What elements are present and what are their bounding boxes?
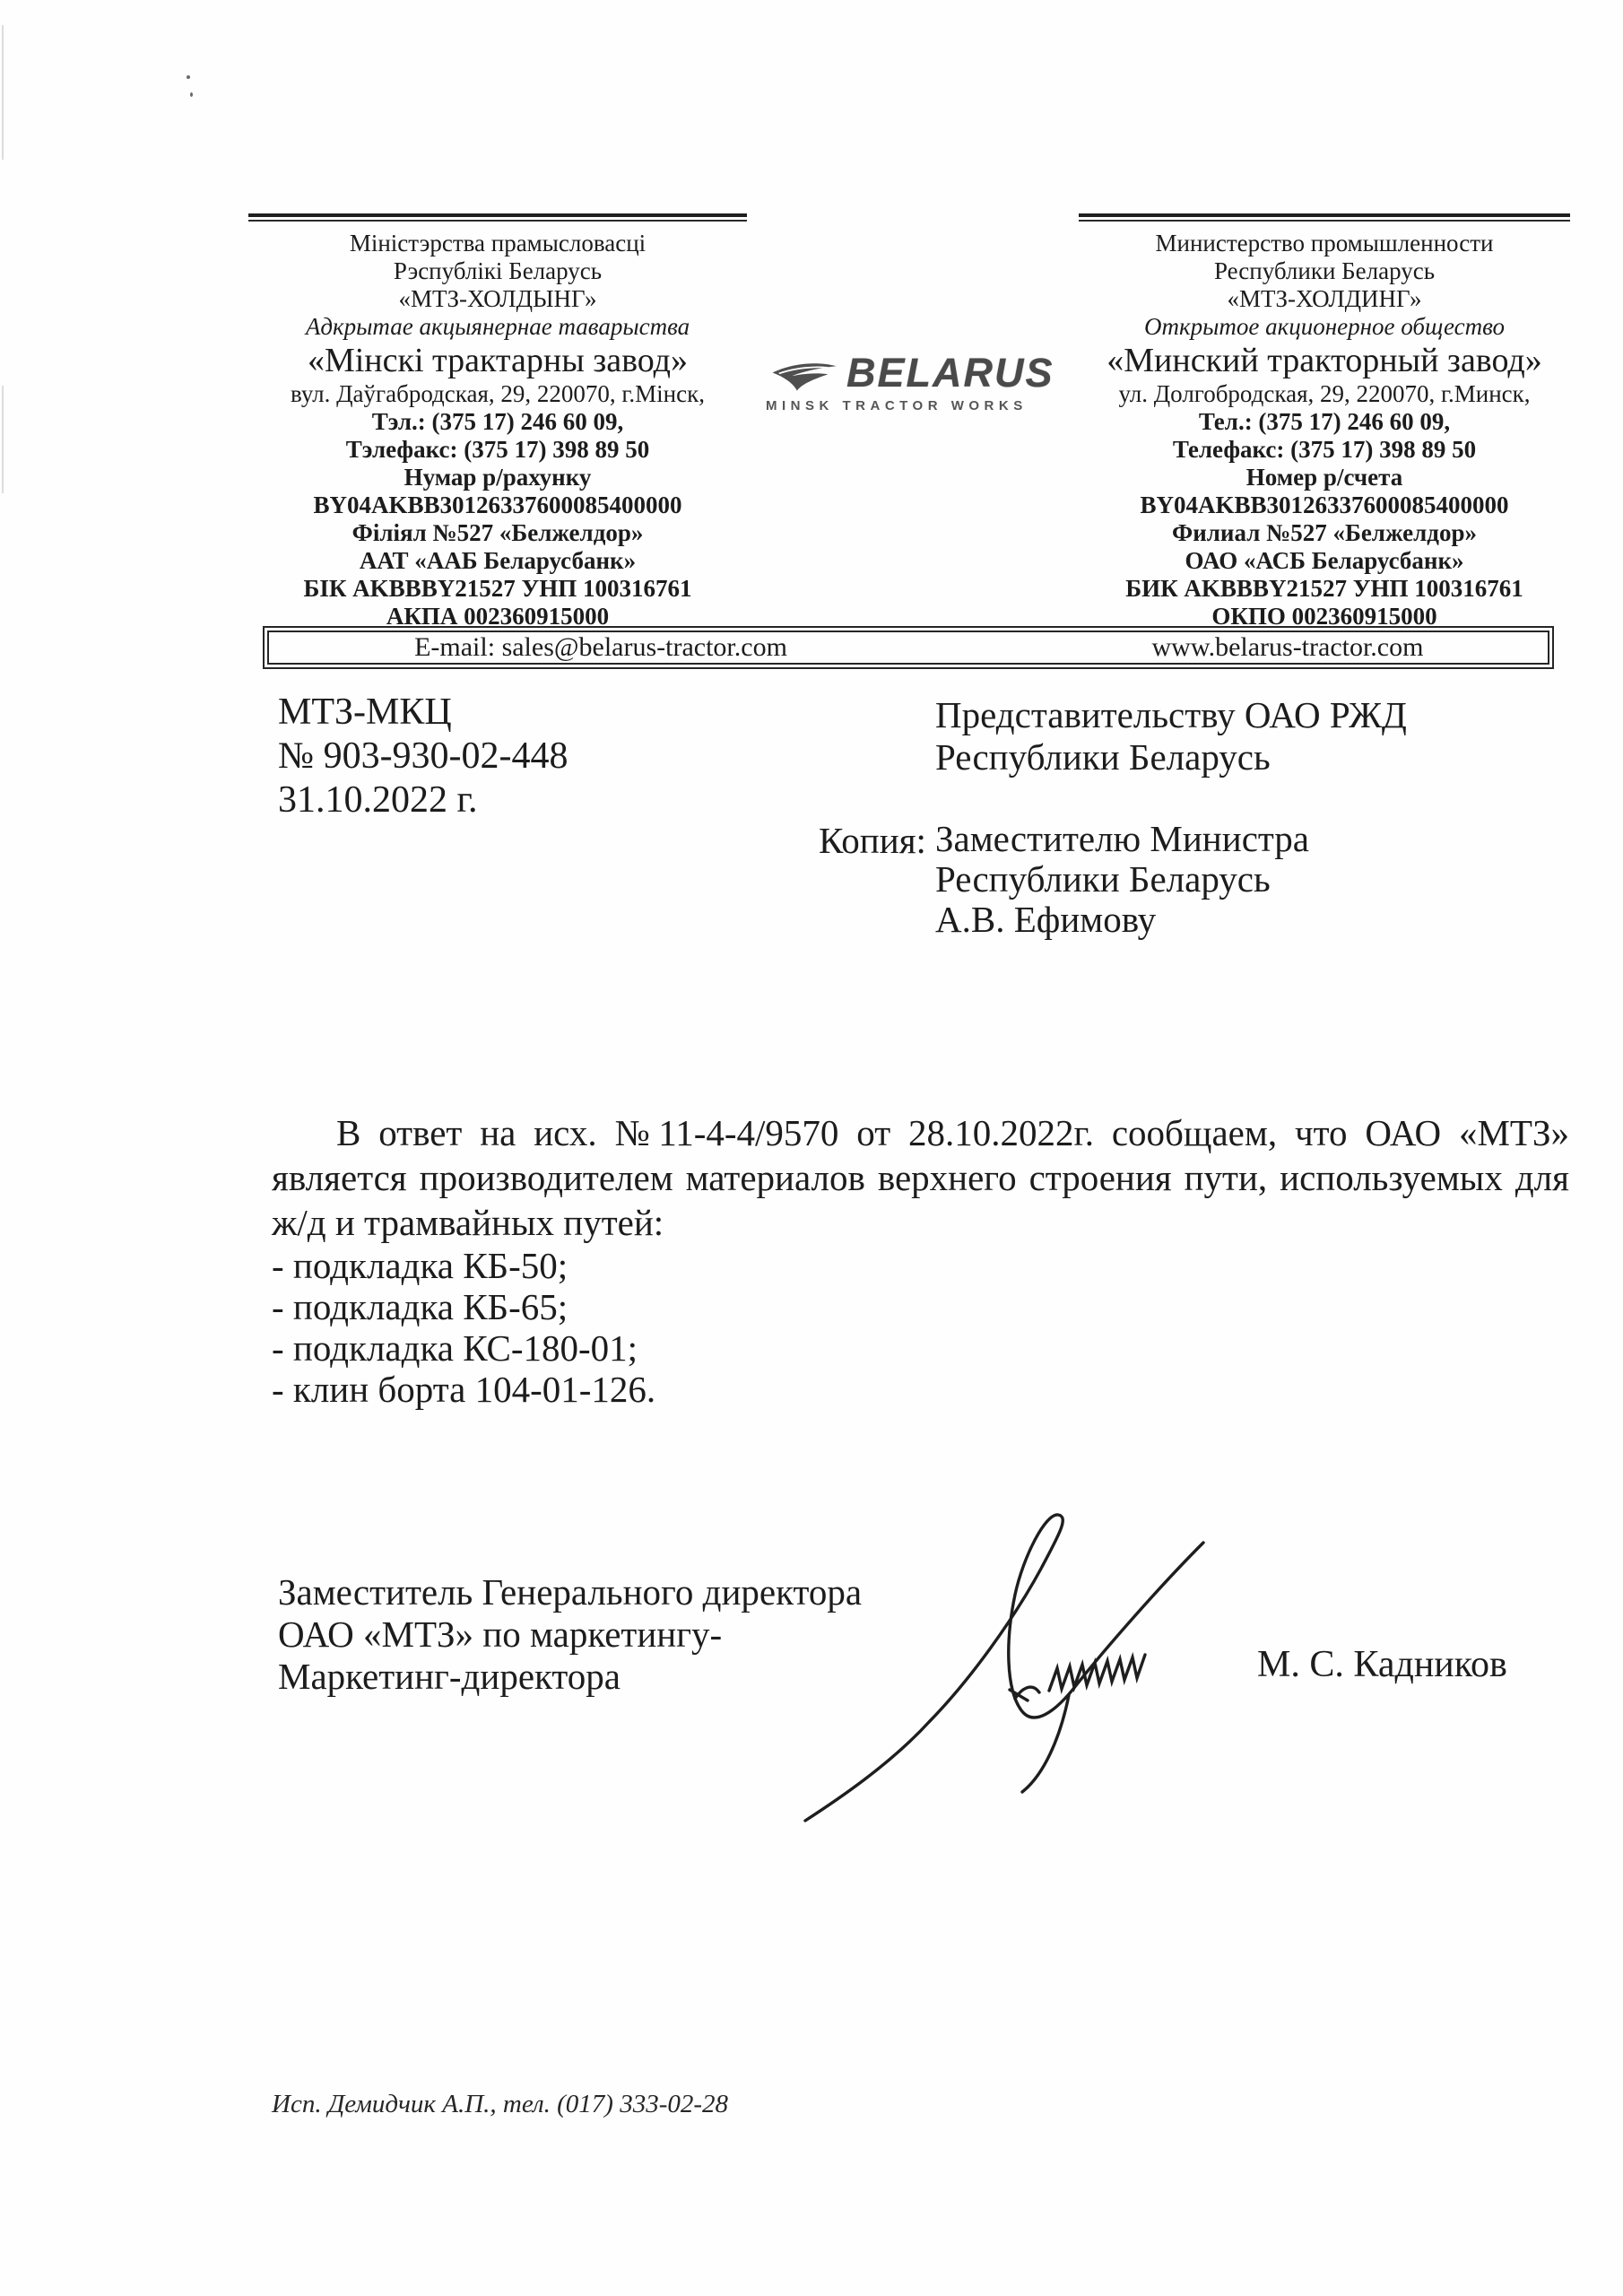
product-list-item: - подкладка КБ-65; xyxy=(272,1286,568,1327)
copy-recipient-line: А.В. Ефимову xyxy=(935,899,1157,940)
lh-left-address: вул. Даўгабродская, 29, 220070, г.Мінск, xyxy=(291,380,705,407)
belarus-emblem-icon xyxy=(768,359,841,396)
recipient-block xyxy=(935,694,1407,778)
contact-band xyxy=(263,626,1554,669)
belarus-logo xyxy=(764,350,1055,423)
lh-left-company-name: «Мінскі трактарны завод» xyxy=(307,342,689,379)
copy-recipient-line: Заместителю Министра xyxy=(935,818,1310,859)
lh-left-bank: ААТ «ААБ Беларусбанк» xyxy=(359,547,637,574)
lh-left-fax: Тэлефакс: (375 17) 398 89 50 xyxy=(345,436,650,463)
signer-title-line: Заместитель Генерального директора xyxy=(278,1571,863,1613)
recipient-line: Представительству ОАО РЖД xyxy=(935,694,1407,735)
signer-title-line: ОАО «МТЗ» по маркетингу- xyxy=(278,1613,723,1655)
lh-right-bank: ОАО «АСБ Беларусбанк» xyxy=(1185,547,1464,574)
scan-scratch xyxy=(2,386,4,493)
copy-recipient-block xyxy=(935,819,1309,940)
signer-title-block xyxy=(278,1571,862,1698)
lh-left-line: «МТЗ-ХОЛДЫНГ» xyxy=(398,285,597,312)
signature-scribble xyxy=(780,1505,1336,1846)
letterhead-left xyxy=(248,213,747,631)
letterhead-right-rule xyxy=(1079,213,1570,222)
product-list-item: - подкладка КС-180-01; xyxy=(272,1327,638,1369)
lh-right-account: BY04AKBB30126337600085400000 xyxy=(1140,491,1509,518)
product-list xyxy=(272,1245,655,1410)
lh-right-line: Министерство промышленности xyxy=(1155,230,1494,257)
lh-left-line: Рэспублікі Беларусь xyxy=(393,257,603,284)
website-text: www.belarus-tractor.com xyxy=(1151,632,1424,662)
product-list-item: - клин борта 104-01-126. xyxy=(272,1369,656,1410)
lh-left-line: Філіял №527 «Белжелдор» xyxy=(352,519,644,546)
lh-right-phone: Тел.: (375 17) 246 60 09, xyxy=(1198,408,1451,435)
reference-date: 31.10.2022 г. xyxy=(278,779,478,821)
recipient-line: Республики Беларусь xyxy=(935,736,1271,778)
lh-right-line: Номер р/счета xyxy=(1245,464,1403,491)
logo-subtitle-text: MINSK TRACTOR WORKS xyxy=(766,398,1028,413)
lh-right-fax: Телефакс: (375 17) 398 89 50 xyxy=(1172,436,1477,463)
executor-note: Исп. Демидчик А.П., тел. (017) 333-02-28 xyxy=(272,2090,729,2118)
reference-unit: МТЗ-МКЦ xyxy=(278,691,452,733)
lh-right-bik: БИК AKBBBY21527 УНП 100316761 xyxy=(1125,575,1523,602)
reference-number: № 903-930-02-448 xyxy=(278,735,568,777)
lh-left-line: Нумар р/рахунку xyxy=(404,464,592,491)
lh-left-line: Міністэрства прамысловасці xyxy=(349,230,647,257)
logo-brand-text: BELARUS xyxy=(846,350,1055,396)
lh-right-line: Республики Беларусь xyxy=(1213,257,1436,284)
lh-right-line: Филиал №527 «Белжелдор» xyxy=(1172,519,1477,546)
lh-right-address: ул. Долгобродская, 29, 220070, г.Минск, xyxy=(1118,380,1531,407)
signer-name: М. С. Кадников xyxy=(1257,1644,1507,1685)
lh-left-account: BY04AKBB30126337600085400000 xyxy=(313,491,682,518)
reference-block xyxy=(278,691,568,822)
body-paragraph: В ответ на исх. №11-4-4/9570 от 28.10.2022г. сообщаем, что ОАО «МТЗ» является производителем материалов верхнего строения пути, используемых для ж/д и трамвайных путей: xyxy=(272,1112,1569,1243)
copy-label: Копия: xyxy=(819,820,926,861)
lh-right-okpo: ОКПО 002360915000 xyxy=(1211,603,1437,630)
lh-right-line: Открытое акционерное общество xyxy=(1143,313,1506,340)
scan-scratch xyxy=(2,25,4,160)
lh-right-line: «МТЗ-ХОЛДИНГ» xyxy=(1227,285,1422,312)
lh-left-bik: БІК AKBBBY21527 УНП 100316761 xyxy=(303,575,692,602)
lh-left-line: Адкрытае акцыянернае таварыства xyxy=(305,313,690,340)
product-list-item: - подкладка КБ-50; xyxy=(272,1245,568,1286)
lh-left-okpo: АКПА 002360915000 xyxy=(386,603,610,630)
scan-speck xyxy=(187,75,190,79)
letterhead-left-rule xyxy=(248,213,747,222)
lh-left-phone: Тэл.: (375 17) 246 60 09, xyxy=(371,408,624,435)
lh-right-company-name: «Минский тракторный завод» xyxy=(1107,342,1542,379)
letterhead-right xyxy=(1079,213,1570,631)
scan-speck xyxy=(190,92,193,97)
email-text: E-mail: sales@belarus-tractor.com xyxy=(414,632,787,662)
signer-title-line: Маркетинг-директора xyxy=(278,1656,621,1697)
copy-recipient-line: Республики Беларусь xyxy=(935,858,1271,900)
